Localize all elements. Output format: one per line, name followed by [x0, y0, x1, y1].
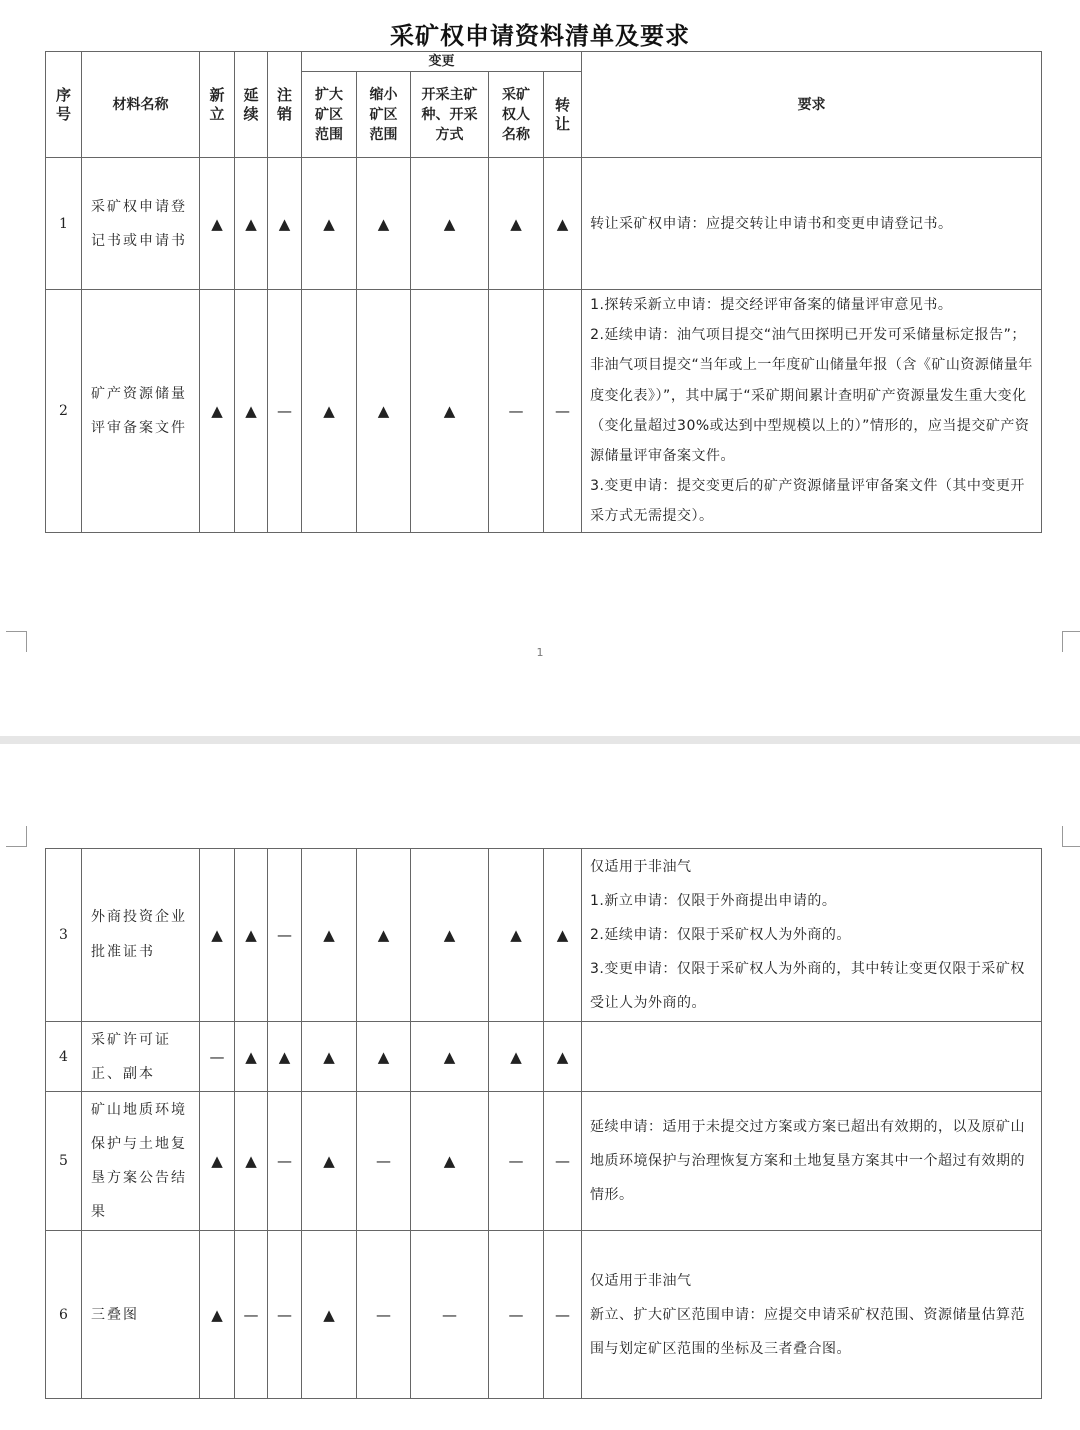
mark-transfer: —: [544, 1231, 582, 1399]
row-requirement: [582, 1231, 1042, 1399]
mark-holder: ▲: [489, 849, 544, 1022]
mark-mineral: —: [411, 1231, 489, 1399]
mark-transfer: ▲: [544, 158, 582, 290]
header-change-group: 变更: [302, 52, 582, 72]
requirement-line: 3.变更申请：仅限于采矿权人为外商的，其中转让变更仅限于采矿权受让人为外商的。: [590, 961, 1025, 1011]
mark-transfer: —: [544, 290, 582, 533]
requirement-line: 仅适用于非油气: [590, 859, 692, 875]
row-material-name: 矿产资源储量评审备案文件: [82, 290, 200, 533]
mark-new: ▲: [200, 849, 235, 1022]
table-row: [46, 158, 1042, 290]
row-material-name: 三叠图: [82, 1231, 200, 1399]
mark-extend: ▲: [235, 1092, 268, 1231]
row-number: 1: [46, 158, 82, 290]
mark-mineral: ▲: [411, 849, 489, 1022]
mark-mineral: ▲: [411, 1092, 489, 1231]
table-row: [46, 290, 1042, 533]
requirement-line: 1.新立申请：仅限于外商提出申请的。: [590, 893, 837, 909]
mark-shrink: ▲: [357, 290, 411, 533]
mark-extend: ▲: [235, 849, 268, 1022]
requirement-line: 仅适用于非油气: [590, 1272, 692, 1289]
mark-shrink: ▲: [357, 158, 411, 290]
table-row: [46, 1022, 1042, 1092]
materials-table-continued: [45, 848, 1042, 1399]
mark-holder: —: [489, 290, 544, 533]
document-page-2: [0, 744, 1080, 1430]
requirement-line: 新立、扩大矿区范围申请：应提交申请采矿权范围、资源储量估算范围与划定矿区范围的坐标及三者叠合图。: [590, 1306, 1025, 1357]
header-requirement: 要求: [582, 52, 1042, 158]
row-material-name: 采矿权申请登记书或申请书: [82, 158, 200, 290]
mark-transfer: —: [544, 1092, 582, 1231]
mark-expand: ▲: [302, 849, 357, 1022]
row-material-name: 采矿许可证正、副本: [82, 1022, 200, 1092]
row-number: 5: [46, 1092, 82, 1231]
requirement-line: 3.变更申请：提交变更后的矿产资源储量评审备案文件（其中变更开采方式无需提交）。: [590, 478, 1025, 525]
mark-new: ▲: [200, 158, 235, 290]
row-requirement: [582, 849, 1042, 1022]
table-row: [46, 1231, 1042, 1399]
mark-holder: —: [489, 1231, 544, 1399]
mark-new: ▲: [200, 1092, 235, 1231]
mark-shrink: —: [357, 1092, 411, 1231]
mark-holder: ▲: [489, 158, 544, 290]
mark-transfer: ▲: [544, 1022, 582, 1092]
header-holder: 采矿权人名称: [489, 72, 544, 158]
header-expand: 扩大矿区范围: [302, 72, 357, 158]
requirement-line: 转让采矿权申请：应提交转让申请书和变更申请登记书。: [590, 215, 953, 232]
row-requirement: [582, 1022, 1042, 1092]
document-title: 采矿权申请资料清单及要求: [390, 21, 690, 50]
mark-mineral: ▲: [411, 290, 489, 533]
page-number: 1: [536, 646, 544, 659]
row-number: 2: [46, 290, 82, 533]
requirement-line: 2.延续申请：油气项目提交“油气田探明已开发可采储量标定报告”；非油气项目提交“当年或上一年度矿山储量年报（含《矿山资源储量年度变化表》）”，其中属于“采矿期间累计查明矿产资源量发生重大变化（变化量超过30%或达到中型规模以上的）”情形的，应当提交矿产资源储量评审备案文件。: [590, 327, 1033, 465]
mark-new: —: [200, 1022, 235, 1092]
materials-table: [45, 51, 1042, 533]
mark-holder: ▲: [489, 1022, 544, 1092]
mark-holder: —: [489, 1092, 544, 1231]
page-separator: [0, 736, 1080, 744]
row-number: 4: [46, 1022, 82, 1092]
mark-new: ▲: [200, 1231, 235, 1399]
crop-mark: [1062, 826, 1080, 847]
row-material-name: 矿山地质环境保护与土地复垦方案公告结果: [82, 1092, 200, 1231]
row-number: 3: [46, 849, 82, 1022]
mark-expand: ▲: [302, 290, 357, 533]
mark-expand: ▲: [302, 1022, 357, 1092]
row-requirement: [582, 1092, 1042, 1231]
mark-expand: ▲: [302, 158, 357, 290]
header-seq: 序号: [46, 52, 82, 158]
mark-cancel: —: [268, 849, 302, 1022]
header-shrink: 缩小矿区范围: [357, 72, 411, 158]
header-material-name: 材料名称: [82, 52, 200, 158]
row-number: 6: [46, 1231, 82, 1399]
requirement-line: 1.探转采新立申请：提交经评审备案的储量评审意见书。: [590, 297, 953, 313]
mark-mineral: ▲: [411, 1022, 489, 1092]
mark-extend: ▲: [235, 1022, 268, 1092]
header-transfer: 转让: [544, 72, 582, 158]
crop-mark: [6, 826, 27, 847]
mark-shrink: ▲: [357, 849, 411, 1022]
mark-cancel: ▲: [268, 158, 302, 290]
mark-cancel: —: [268, 1231, 302, 1399]
row-requirement: [582, 290, 1042, 533]
row-requirement: [582, 158, 1042, 290]
mark-expand: ▲: [302, 1231, 357, 1399]
table-row: [46, 849, 1042, 1022]
mark-extend: —: [235, 1231, 268, 1399]
row-material-name: 外商投资企业批准证书: [82, 849, 200, 1022]
mark-shrink: —: [357, 1231, 411, 1399]
header-cancel: 注销: [268, 52, 302, 158]
mark-extend: ▲: [235, 290, 268, 533]
mark-new: ▲: [200, 290, 235, 533]
mark-transfer: ▲: [544, 849, 582, 1022]
header-mineral: 开采主矿种、开采方式: [411, 72, 489, 158]
mark-mineral: ▲: [411, 158, 489, 290]
requirement-line: 2.延续申请：仅限于采矿权人为外商的。: [590, 927, 851, 943]
mark-cancel: ▲: [268, 1022, 302, 1092]
header-new: 新立: [200, 52, 235, 158]
mark-cancel: —: [268, 1092, 302, 1231]
mark-expand: ▲: [302, 1092, 357, 1231]
mark-shrink: ▲: [357, 1022, 411, 1092]
mark-cancel: —: [268, 290, 302, 533]
requirement-line: 延续申请：适用于未提交过方案或方案已超出有效期的，以及原矿山地质环境保护与治理恢复方案和土地复垦方案其中一个超过有效期的情形。: [590, 1119, 1025, 1203]
header-extend: 延续: [235, 52, 268, 158]
table-row: [46, 1092, 1042, 1231]
mark-extend: ▲: [235, 158, 268, 290]
